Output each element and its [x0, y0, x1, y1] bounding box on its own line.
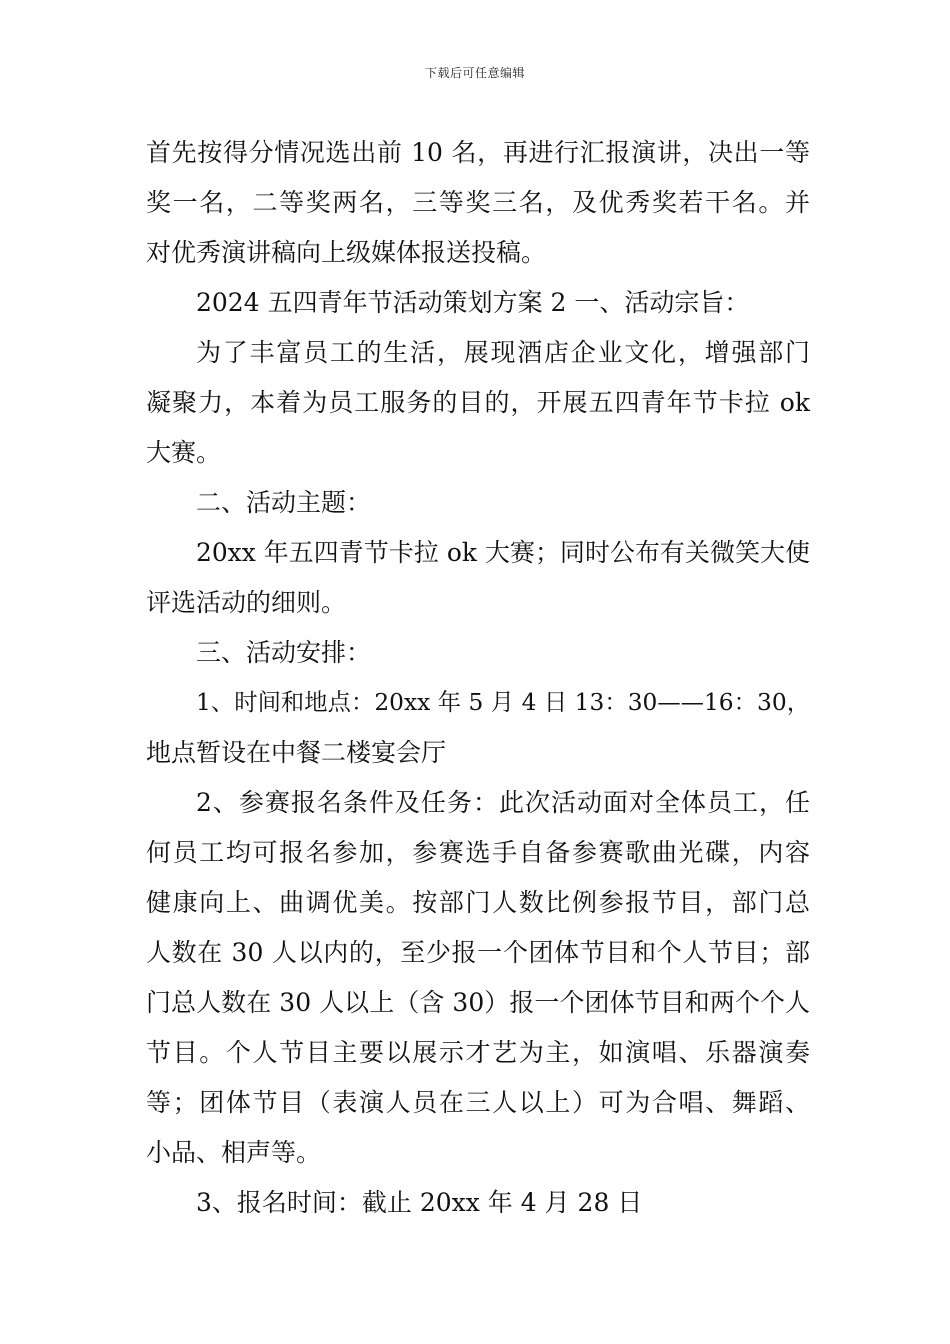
text-line: 3、报名时间：截止 20xx 年 4 月 28 日: [196, 1188, 643, 1217]
text-line: 凝聚力，本着为员工服务的目的，开展五四青年节卡拉 ok: [146, 388, 810, 417]
text-line: 三、活动安排：: [196, 638, 372, 667]
text-line: 小品、相声等。: [146, 1138, 322, 1167]
text-line: 地点暂设在中餐二楼宴会厅: [146, 738, 447, 767]
text-line: 2、参赛报名条件及任务：此次活动面对全体员工，任: [196, 788, 810, 817]
text-line: 何员工均可报名参加，参赛选手自备参赛歌曲光碟，内容: [146, 838, 810, 867]
text-line: 节目。个人节目主要以展示才艺为主，如演唱、乐器演奏: [146, 1038, 810, 1067]
text-line: 大赛。: [146, 438, 222, 467]
text-line: 评选活动的细则。: [146, 588, 347, 617]
text-line: 奖一名，二等奖两名，三等奖三名，及优秀奖若干名。并: [146, 188, 810, 217]
text-line: 为了丰富员工的生活，展现酒店企业文化，增强部门: [196, 338, 810, 367]
text-line: 二、活动主题：: [196, 488, 372, 517]
text-line: 首先按得分情况选出前 10 名，再进行汇报演讲，决出一等: [146, 138, 810, 167]
text-line: 20xx 年五四青节卡拉 ok 大赛；同时公布有关微笑大使: [196, 538, 810, 567]
text-line: 人数在 30 人以内的，至少报一个团体节目和个人节目；部: [146, 938, 810, 967]
document-body: [146, 128, 810, 1228]
text-line: 健康向上、曲调优美。按部门人数比例参报节目，部门总: [146, 888, 810, 917]
text-line: 对优秀演讲稿向上级媒体报送投稿。: [146, 238, 547, 267]
page-header-note: 下载后可任意编辑: [424, 66, 525, 80]
text-line: 等；团体节目（表演人员在三人以上）可为合唱、舞蹈、: [146, 1088, 810, 1117]
text-line: 门总人数在 30 人以上（含 30）报一个团体节目和两个个人: [146, 988, 810, 1017]
text-line: 1、时间和地点：20xx 年 5 月 4 日 13：30——16：30，: [196, 689, 810, 716]
text-line: 2024 五四青年节活动策划方案 2 一、活动宗旨：: [196, 288, 750, 317]
